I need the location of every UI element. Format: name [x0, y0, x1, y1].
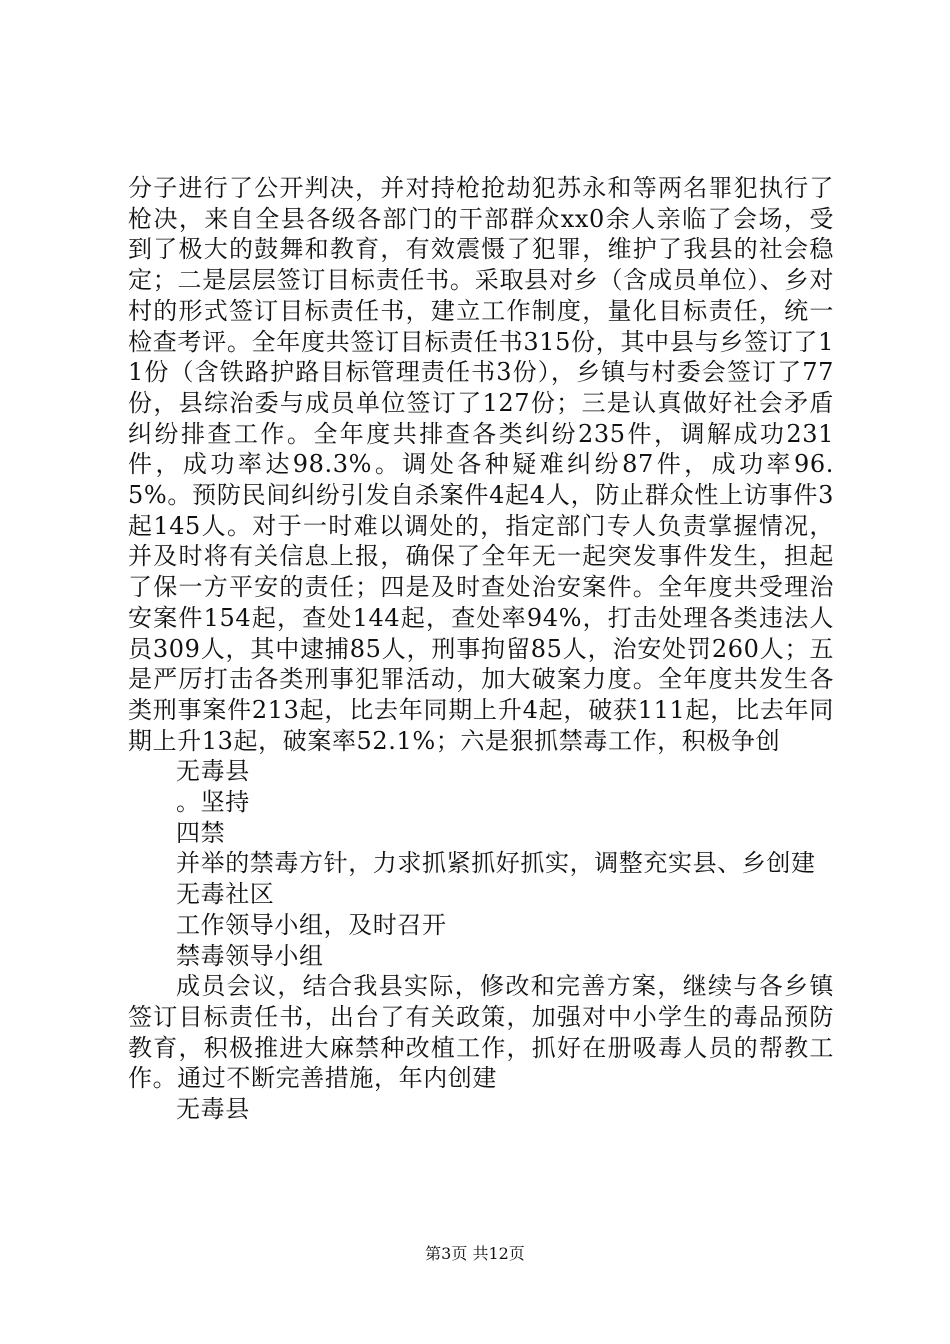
paragraph-wudu-county: 无毒县: [176, 757, 250, 786]
paragraph-wudu-community: 无毒社区: [176, 880, 275, 909]
page-footer: 第3页 共12页: [425, 1244, 525, 1263]
paragraph-wudu-county-end: 无毒县: [176, 1095, 250, 1124]
paragraph-sijin: 四禁: [176, 818, 226, 847]
paragraph-main: 分子进行了公开判决，并对持枪抢劫犯苏永和等两名罪犯执行了枪决，来自全县各级各部门的干部群众xx0余人亲临了会场，受到了极大的鼓舞和教育，有效震慑了犯罪，维护了我县的社会稳定；二是层层签订目标责任书。采取县对乡（含成员单位）、乡对村的形式签订目标责任书，建立工作制度，量化目标责任，统一检查考评。全年度共签订目标责任书315份，其中县与乡签订了11份（含铁路护路目标管理责任书3份），乡镇与村委会签订了77份，县综治委与成员单位签订了127份；三是认真做好社会矛盾纠纷排查工作。全年度共排查各类纠纷235件，调解成功231件，成功率达98.3%。调处各种疑难纠纷87件，成功率96.5%。预防民间纠纷引发自杀案件4起4人，防止群众性上访事件3起145人。对于一时难以调处的，指定部门专人负责掌握情况，并及时将有关信息上报，确保了全年无一起突发事件发生，担起了保一方平安的责任；四是及时查处治安案件。全年度共受理治安案件154起，查处144起，查处率94%，打击处理各类违法人员309人，其中逮捕85人，刑事拘留85人，治安处罚260人；五是严厉打击各类刑事犯罪活动，加大破案力度。全年度共发生各类刑事案件213起，比去年同期上升4起，破获111起，比去年同期上升13起，破案率52.1%；六是狠抓禁毒工作，积极争创: [128, 174, 834, 755]
body-text: [128, 173, 834, 1125]
paragraph-leading-group: 禁毒领导小组: [176, 941, 324, 970]
paragraph-work-group: 工作领导小组，及时召开: [176, 910, 447, 939]
paragraph-jianchi: 。坚持: [176, 788, 250, 817]
paragraph-meeting: 成员会议，结合我县实际，修改和完善方案，继续与各乡镇签订目标责任书，出台了有关政策，加强对中小学生的毒品预防教育，积极推进大麻禁种改植工作，抓好在册吸毒人员的帮教工作。通过不断完善措施，年内创建: [128, 972, 834, 1093]
paragraph-policy: 并举的禁毒方针，力求抓紧抓好抓实，调整充实县、乡创建: [176, 849, 816, 878]
